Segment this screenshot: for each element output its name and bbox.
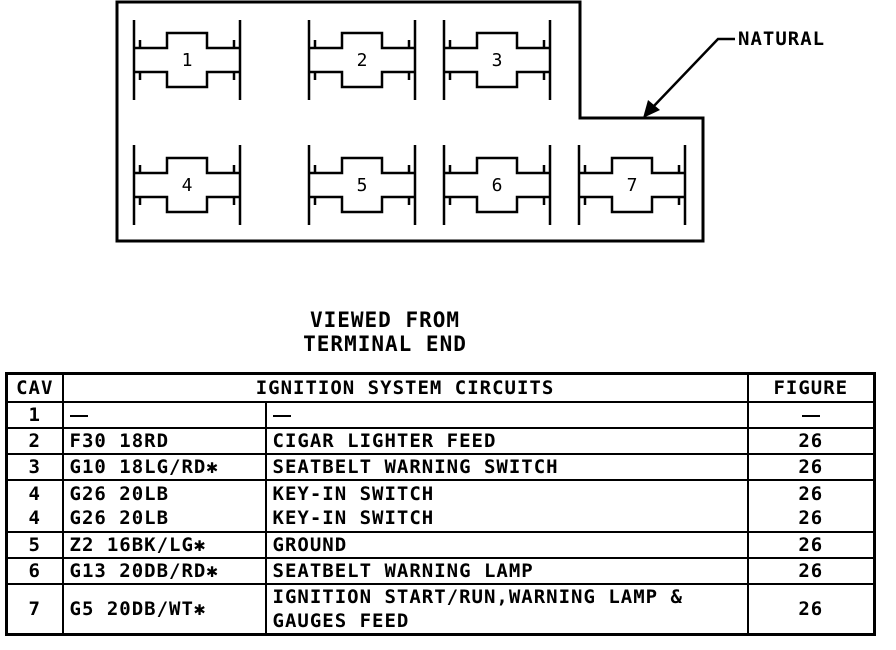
circuit-function: [266, 402, 748, 428]
cavity-1-label: 1: [181, 50, 193, 71]
figure-number: 26: [748, 584, 875, 635]
circuit-code: [63, 402, 266, 428]
circuit-code: G26 20LB G26 20LB: [63, 480, 266, 532]
figure-number: [748, 402, 875, 428]
view-caption: [250, 308, 520, 356]
cavity-4-label: 4: [181, 175, 193, 196]
circuits-header: IGNITION SYSTEM CIRCUITS: [63, 374, 748, 403]
caption-line-2: TERMINAL END: [303, 332, 467, 356]
cav-number: 7: [7, 584, 63, 635]
figure-number: 26: [748, 454, 875, 480]
cavity-6-label: 6: [491, 175, 503, 196]
cav-number: 2: [7, 428, 63, 454]
circuit-function: CIGAR LIGHTER FEED: [266, 428, 748, 454]
cavity-7-label: 7: [626, 175, 638, 196]
circuit-function: GROUND: [266, 532, 748, 558]
cav-number: 4 4: [7, 480, 63, 532]
circuit-code: G10 18LG/RD✱: [63, 454, 266, 480]
circuit-function: IGNITION START/RUN,WARNING LAMP & GAUGES FEED: [266, 584, 748, 635]
cav-header: CAV: [7, 374, 63, 403]
empty-dash: [273, 415, 291, 417]
table-row: [7, 402, 875, 428]
caption-line-1: VIEWED FROM: [309, 308, 461, 332]
empty-dash: [802, 415, 820, 417]
circuit-function: KEY-IN SWITCH KEY-IN SWITCH: [266, 480, 748, 532]
table-row: [7, 584, 875, 635]
table-row: [7, 428, 875, 454]
table-row: [7, 480, 875, 532]
natural-callout-arrow: [652, 39, 735, 108]
cavity-3-label: 3: [491, 50, 503, 71]
table-body: [7, 402, 875, 635]
circuit-function: SEATBELT WARNING LAMP: [266, 558, 748, 584]
circuit-code: Z2 16BK/LG✱: [63, 532, 266, 558]
ignition-circuits-table: [5, 372, 876, 636]
cav-number: 5: [7, 532, 63, 558]
table-header-row: [7, 374, 875, 403]
circuit-function: SEATBELT WARNING SWITCH: [266, 454, 748, 480]
table-row: [7, 454, 875, 480]
empty-dash: [70, 415, 88, 417]
table-row: [7, 532, 875, 558]
cavity-5-label: 5: [356, 175, 368, 196]
circuit-code: F30 18RD: [63, 428, 266, 454]
figure-number: 26: [748, 558, 875, 584]
cav-number: 1: [7, 402, 63, 428]
circuit-code: G5 20DB/WT✱: [63, 584, 266, 635]
circuit-code: G13 20DB/RD✱: [63, 558, 266, 584]
natural-callout-label: NATURAL: [738, 28, 826, 50]
figure-number: 26 26: [748, 480, 875, 532]
cav-number: 3: [7, 454, 63, 480]
figure-number: 26: [748, 428, 875, 454]
figure-header: FIGURE: [748, 374, 875, 403]
connector-outline: [117, 2, 703, 241]
cavity-2-label: 2: [356, 50, 368, 71]
cav-number: 6: [7, 558, 63, 584]
figure-number: 26: [748, 532, 875, 558]
table-row: [7, 558, 875, 584]
